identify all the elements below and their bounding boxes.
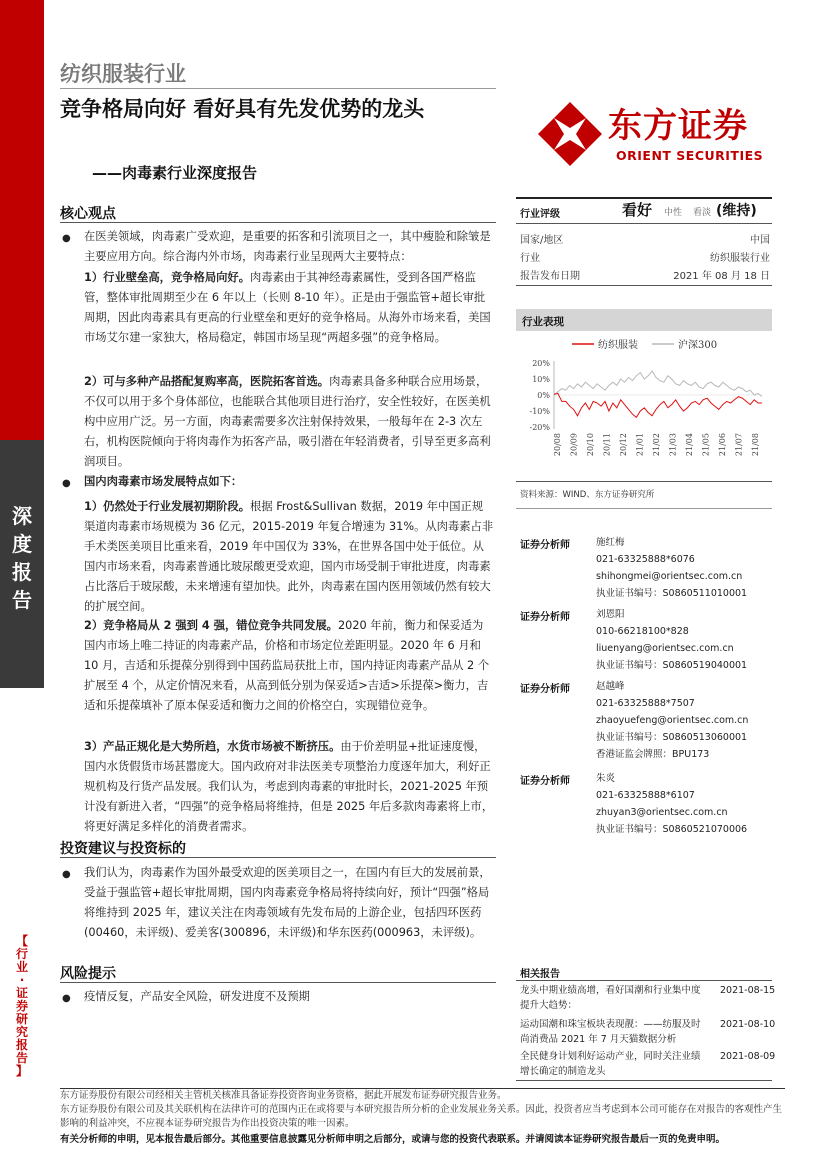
rating-value: 看好	[622, 201, 653, 219]
y-tick-label: -10%	[529, 407, 550, 416]
analyst-role: 证券分析师	[520, 684, 570, 695]
bullet-icon: ●	[62, 993, 71, 1004]
legend-label: 纺织服装	[598, 340, 638, 351]
rating-row-value: 2021 年 08 月 18 日	[673, 271, 770, 282]
orient-logo-icon	[536, 100, 604, 168]
rating-option-negative: 看淡	[693, 208, 712, 218]
header-divider	[60, 88, 496, 89]
analyst-email[interactable]: zhaoyuefeng@orientsec.com.cn	[596, 715, 749, 726]
related-report-title[interactable]: 龙头中期业绩高增，看好国潮和行业集中度提升大趋势：	[520, 985, 701, 1011]
performance-chart	[516, 335, 772, 475]
bullet-icon: ●	[62, 869, 71, 880]
related-divider	[516, 980, 772, 981]
analyst-role: 证券分析师	[520, 776, 570, 787]
risk-paragraph: 疫情反复，产品安全风险，研发进度不及预期	[84, 990, 310, 1003]
core-divider	[60, 222, 496, 223]
core-paragraph-4: 国内肉毒素市场发展特点如下：	[84, 475, 243, 488]
analyst-phone: 021-63325888*6107	[596, 790, 695, 801]
series-line	[554, 371, 762, 397]
core-paragraph-2: 1）行业壁垒高，竞争格局向好。肉毒素由于其神经毒素属性，受到各国严格监管，整体审批周期至少在 6 年以上（长则 8-10 年）。正是由于强监管+超长审批周期，因此肉毒素具有更高的行业壁垒和更好的竞争格局。从海外市场来看，美国市场艾尔建一家独大，格局稳定，韩国市场呈现“两超多强”的竞争格局。	[84, 271, 491, 344]
rating-bottom-divider	[516, 285, 772, 286]
analyst-cert: 执业证书编号：S0860519040001	[596, 660, 748, 671]
analyst-phone: 010-66218100*828	[596, 626, 689, 637]
x-tick-label: 21/03	[668, 433, 678, 457]
footer-line-2: 东方证券股份有限公司及其关联机构在法律许可的范围内正在或将要与本研究报告所分析的企业发展业务关系。因此，投资者应当考虑到本公司可能存在对报告的客观性产生影响的利益冲突，不应视本证券研究报告为作出投资决策的唯一因素。	[60, 1104, 783, 1129]
logo-english-name: ORIENT SECURITIES	[616, 148, 764, 163]
rating-option-neutral: 中性	[664, 208, 683, 218]
legend-label: 沪深300	[678, 340, 718, 351]
invest-divider	[60, 857, 496, 858]
bullet-icon: ●	[62, 478, 71, 489]
rating-row-value: 纺织服装行业	[710, 253, 770, 264]
logo-chinese-name: 东方证券	[608, 106, 748, 146]
y-tick-label: 10%	[532, 375, 550, 384]
analyst-email[interactable]: liuenyang@orientsec.com.cn	[596, 643, 734, 654]
series-line	[554, 393, 762, 417]
bullet-icon: ●	[62, 233, 71, 244]
rating-row-key: 国家/地区	[520, 235, 564, 246]
x-tick-label: 21/04	[685, 433, 694, 457]
report-title: 竞争格局向好 看好具有先发优势的龙头	[60, 97, 425, 121]
sidebar-bottom-label: 【 行 业 · 证 券 研 究 报 告 】	[15, 934, 28, 1078]
y-tick-label: 0%	[537, 391, 550, 400]
sidebar-red-block	[0, 0, 44, 440]
y-tick-label: -20%	[529, 423, 550, 432]
x-tick-label: 21/01	[635, 433, 645, 457]
x-tick-label: 21/07	[734, 433, 744, 457]
core-paragraph-1: 在医美领域，肉毒素广受欢迎，是重要的拓客和引流项目之一，其中瘦脸和除皱是主要应用方向。综合海内外市场，肉毒素行业呈现两大主要特点：	[84, 230, 491, 263]
industry-name: 纺织服装行业	[60, 62, 186, 86]
x-tick-label: 20/08	[553, 433, 562, 457]
analyst-phone: 021-63325888*6076	[596, 554, 695, 565]
rating-row-key: 报告发布日期	[520, 271, 580, 282]
report-subtitle: ——肉毒素行业深度报告	[92, 164, 258, 182]
rating-divider	[516, 223, 772, 224]
chart-source-divider	[516, 481, 772, 482]
analyst-name: 施红梅	[596, 537, 625, 548]
report-type-label: 深 度 报 告	[12, 504, 32, 612]
core-paragraph-3: 2）可与多种产品搭配复购率高，医院拓客首选。肉毒素具备多种联合应用场景，不仅可以用于多个身体部位，也能联合其他项目进行治疗，安全性较好，在医美机构中应用广泛。另一方面，肉毒素需要多次注射保持效果，一般每年在 2-3 次左右，机构医院倾向于将肉毒作为拓客产品，吸引潜在年轻消费者，引导至更多高利润项目。	[84, 375, 491, 468]
related-report-date: 2021-08-15	[720, 985, 776, 996]
analyst-role: 证券分析师	[520, 540, 570, 551]
analyst-email[interactable]: shihongmei@orientsec.com.cn	[596, 571, 743, 582]
x-tick-label: 20/10	[586, 433, 595, 457]
analyst-role: 证券分析师	[520, 612, 570, 623]
x-tick-label: 20/11	[602, 433, 612, 457]
y-tick-label: 20%	[532, 359, 550, 368]
source-bottom-divider	[516, 508, 772, 509]
risk-divider	[60, 982, 496, 983]
related-report-title[interactable]: 全民健身计划利好运动产业，同时关注业绩增长确定的制造龙头	[520, 1051, 701, 1077]
analyst-name: 朱炎	[596, 773, 616, 784]
related-bottom-divider	[516, 1080, 772, 1081]
related-report-title[interactable]: 运动国潮和珠宝板块表现靓：——纺服及时尚消费品 2021 年 7 月天猫数据分析	[520, 1019, 701, 1045]
core-paragraph-7: 3）产品正规化是大势所趋，水货市场被不断挤压。由于价差明显+批证速度慢，国内水货假货市场甚嚣庞大。国内政府对非法医美专项整治力度逐年加大，利好正规机构及行货产品发展。我们认为，考虑到肉毒素的审批时长，2021-2025 年预计没有新进入者，“四强”的竞争格局将维持，但是 2025 年后多款肉毒素将上市，将更好满足多样化的消费者需求。	[84, 740, 494, 833]
related-report-date: 2021-08-09	[720, 1051, 776, 1062]
related-heading: 相关报告	[520, 969, 560, 980]
risk-heading: 风险提示	[60, 966, 116, 982]
x-tick-label: 21/06	[718, 433, 727, 457]
perf-title: 行业表现	[522, 316, 564, 328]
footer-line-1: 东方证券股份有限公司经相关主管机关核准具备证券投资咨询业务资格，据此开展发布证券研究报告业务。	[60, 1090, 507, 1101]
invest-heading: 投资建议与投资标的	[60, 841, 186, 857]
core-heading: 核心观点	[60, 206, 116, 222]
core-paragraph-6: 2）竞争格局从 2 强到 4 强，错位竞争共同发展。2020 年前，衡力和保妥适为国内市场上唯二持证的肉毒素产品，价格和市场定位差距明显。2020 年 6 月和 10 月，吉适和乐提葆分别得到中国药监局获批上市，国内持证肉毒素产品从 2 个扩展至 4 个，从定价情况来看，从高到低分别为保妥适>吉适>乐提葆>衡力，吉适和乐提葆填补了原本保妥适和衡力之间的价格空白，实现错位竞争。	[84, 619, 490, 712]
core-paragraph-5: 1）仍然处于行业发展初期阶段。根据 Frost&Sullivan 数据，2019 年中国正规渠道肉毒素市场规模为 36 亿元，2015-2019 年复合增速为 31%。从肉毒素占非手术类医美项目比重来看，2019 年中国仅为 33%，在世界各国中处于低位。从国内市场来看，肉毒素普通比玻尿酸更受欢迎，国内市场受制于审批进度，肉毒素占比落后于玻尿酸，未来增速有望加快。此外，肉毒素在国内医用领域仍然有较大的扩展空间。	[84, 500, 494, 613]
x-tick-label: 20/12	[619, 433, 628, 457]
footer-line-3: 有关分析师的申明，见本报告最后部分。其他重要信息披露见分析师申明之后部分，或请与您的投资代表联系。并请阅读本证券研究报告最后一页的免责申明。	[60, 1134, 726, 1145]
analyst-cert: 执业证书编号：S0860521070006	[596, 824, 748, 835]
analyst-cert: 执业证书编号：S0860513060001	[596, 732, 748, 743]
rating-row-value: 中国	[750, 235, 770, 246]
analyst-email[interactable]: zhuyan3@orientsec.com.cn	[596, 807, 728, 818]
invest-paragraph: 我们认为，肉毒素作为国外最受欢迎的医美项目之一，在国内有巨大的发展前景，受益于强监管+超长审批周期，国内肉毒素竞争格局将持续向好，预计“四强”格局将维持到 2025 年，建议关注在肉毒领域有先发布局的上游企业，包括四环医药(00460，未评级)、爱美客(300896，未评级)和华东医药(000963，未评级)。	[84, 866, 491, 939]
x-tick-label: 21/02	[652, 433, 661, 457]
x-tick-label: 21/08	[751, 433, 760, 457]
chart-source: 资料来源：WIND、东方证券研究所	[520, 490, 655, 500]
rating-label: 行业评级	[520, 209, 560, 220]
x-tick-label: 21/05	[701, 433, 711, 457]
rating-keep: (维持)	[716, 203, 757, 219]
analyst-name: 赵越峰	[596, 681, 625, 692]
x-tick-label: 20/09	[569, 433, 579, 457]
rating-row-key: 行业	[520, 253, 540, 264]
analyst-cert: 执业证书编号：S0860511010001	[596, 588, 748, 599]
related-report-date: 2021-08-10	[720, 1019, 776, 1030]
analyst-phone: 021-63325888*7507	[596, 698, 695, 709]
analyst-license: 香港证监会牌照：BPU173	[596, 749, 710, 760]
analyst-name: 刘恩阳	[596, 609, 625, 620]
